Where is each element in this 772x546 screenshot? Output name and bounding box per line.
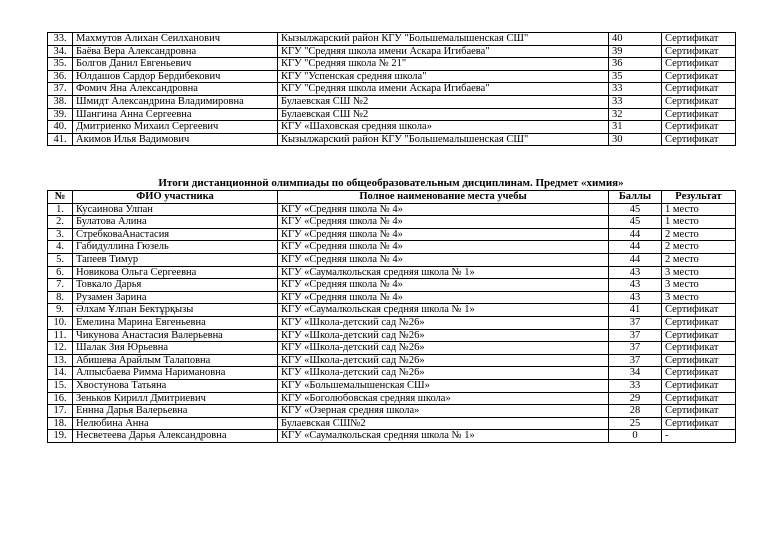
table-row xyxy=(48,367,736,380)
school-name-cell: Булаевская СШ №2 xyxy=(278,95,609,108)
row-number-cell: 19. xyxy=(48,430,73,443)
score-cell: 33 xyxy=(609,95,662,108)
result-cell: Сертификат xyxy=(662,95,736,108)
participant-name-cell: Зеньков Кирилл Дмитриевич xyxy=(73,392,278,405)
row-number-cell: 12. xyxy=(48,342,73,355)
row-number-cell: 18. xyxy=(48,417,73,430)
score-cell: 31 xyxy=(609,121,662,134)
school-name-cell: Кызылжарский район КГУ "Большемалышенская СШ" xyxy=(278,133,609,146)
school-name-cell: КГУ «Большемалышенская СШ» xyxy=(278,379,609,392)
participant-name-cell: Товкало Дарья xyxy=(73,279,278,292)
table-row xyxy=(48,279,736,292)
participant-name-cell: Кусаинова Улпан xyxy=(73,203,278,216)
result-cell: 1 место xyxy=(662,216,736,229)
table-row xyxy=(48,253,736,266)
school-name-cell: КГУ «Средняя школа № 4» xyxy=(278,228,609,241)
table-row xyxy=(48,329,736,342)
participant-name-cell: Фомич Яна Александровна xyxy=(73,83,278,96)
result-cell: Сертификат xyxy=(662,342,736,355)
result-cell: Сертификат xyxy=(662,133,736,146)
score-cell: 43 xyxy=(609,266,662,279)
participant-name-cell: Дмитриенко Михаил Сергеевич xyxy=(73,121,278,134)
row-number-cell: 3. xyxy=(48,228,73,241)
results-table-continued xyxy=(47,32,736,146)
table-row xyxy=(48,216,736,229)
header-school-name: Полное наименование места учебы xyxy=(278,191,609,204)
score-cell: 35 xyxy=(609,70,662,83)
school-name-cell: Кызылжарский район КГУ "Большемалышенская СШ" xyxy=(278,33,609,46)
row-number-cell: 14. xyxy=(48,367,73,380)
result-cell: Сертификат xyxy=(662,83,736,96)
school-name-cell: Булаевская СШ №2 xyxy=(278,108,609,121)
row-number-cell: 7. xyxy=(48,279,73,292)
score-cell: 37 xyxy=(609,316,662,329)
result-cell: 2 место xyxy=(662,241,736,254)
table-row xyxy=(48,228,736,241)
school-name-cell: КГУ «Озерная средняя школа» xyxy=(278,405,609,418)
table-row xyxy=(48,45,736,58)
participant-name-cell: Шангина Анна Сергеевна xyxy=(73,108,278,121)
school-name-cell: КГУ «Школа-детский сад №26» xyxy=(278,354,609,367)
score-cell: 43 xyxy=(609,279,662,292)
row-number-cell: 34. xyxy=(48,45,73,58)
result-cell: Сертификат xyxy=(662,33,736,46)
school-name-cell: КГУ "Успенская средняя школа" xyxy=(278,70,609,83)
result-cell: Сертификат xyxy=(662,392,736,405)
result-cell: 1 место xyxy=(662,203,736,216)
score-cell: 44 xyxy=(609,241,662,254)
score-cell: 34 xyxy=(609,367,662,380)
table-row xyxy=(48,291,736,304)
result-cell: Сертификат xyxy=(662,367,736,380)
row-number-cell: 6. xyxy=(48,266,73,279)
row-number-cell: 40. xyxy=(48,121,73,134)
participant-name-cell: Шмидт Александрина Владимировна xyxy=(73,95,278,108)
row-number-cell: 15. xyxy=(48,379,73,392)
score-cell: 25 xyxy=(609,417,662,430)
row-number-cell: 10. xyxy=(48,316,73,329)
table-row xyxy=(48,392,736,405)
table-header-row xyxy=(48,191,736,204)
participant-name-cell: Баёва Вера Александровна xyxy=(73,45,278,58)
result-cell: Сертификат xyxy=(662,304,736,317)
results-table-continued-body xyxy=(48,33,736,146)
school-name-cell: КГУ «Средняя школа № 4» xyxy=(278,203,609,216)
score-cell: 40 xyxy=(609,33,662,46)
result-cell: Сертификат xyxy=(662,58,736,71)
score-cell: 37 xyxy=(609,342,662,355)
score-cell: 33 xyxy=(609,83,662,96)
table-row xyxy=(48,83,736,96)
participant-name-cell: Емелина Марина Евгеньевна xyxy=(73,316,278,329)
school-name-cell: Булаевская СШ№2 xyxy=(278,417,609,430)
participant-name-cell: Габидуллина Гюзель xyxy=(73,241,278,254)
participant-name-cell: СтребковаАнастасия xyxy=(73,228,278,241)
result-cell: Сертификат xyxy=(662,417,736,430)
score-cell: 0 xyxy=(609,430,662,443)
school-name-cell: КГУ «Средняя школа № 4» xyxy=(278,216,609,229)
row-number-cell: 16. xyxy=(48,392,73,405)
school-name-cell: КГУ «Саумалкольская средняя школа № 1» xyxy=(278,266,609,279)
score-cell: 45 xyxy=(609,216,662,229)
school-name-cell: КГУ "Средняя школа имени Аскара Игибаева" xyxy=(278,45,609,58)
school-name-cell: КГУ «Саумалкольская средняя школа № 1» xyxy=(278,430,609,443)
school-name-cell: КГУ «Средняя школа № 4» xyxy=(278,253,609,266)
participant-name-cell: Әлхам Ұлпан Бектұрқызы xyxy=(73,304,278,317)
score-cell: 37 xyxy=(609,329,662,342)
participant-name-cell: Булатова Алина xyxy=(73,216,278,229)
school-name-cell: КГУ «Школа-детский сад №26» xyxy=(278,342,609,355)
participant-name-cell: Шалак Зия Юрьевна xyxy=(73,342,278,355)
row-number-cell: 5. xyxy=(48,253,73,266)
result-cell: Сертификат xyxy=(662,45,736,58)
table-row xyxy=(48,354,736,367)
table-row xyxy=(48,70,736,83)
header-result: Результат xyxy=(662,191,736,204)
row-number-cell: 13. xyxy=(48,354,73,367)
participant-name-cell: Новикова Ольга Сергеевна xyxy=(73,266,278,279)
result-cell: 3 место xyxy=(662,266,736,279)
participant-name-cell: Несветеева Дарья Александровна xyxy=(73,430,278,443)
result-cell: Сертификат xyxy=(662,121,736,134)
result-cell: 3 место xyxy=(662,279,736,292)
score-cell: 41 xyxy=(609,304,662,317)
score-cell: 45 xyxy=(609,203,662,216)
participant-name-cell: Акимов Илья Вадимович xyxy=(73,133,278,146)
school-name-cell: КГУ «Школа-детский сад №26» xyxy=(278,329,609,342)
result-cell: 2 место xyxy=(662,253,736,266)
participant-name-cell: Нелюбина Анна xyxy=(73,417,278,430)
row-number-cell: 41. xyxy=(48,133,73,146)
result-cell: Сертификат xyxy=(662,108,736,121)
school-name-cell: КГУ "Средняя школа имени Аскара Игибаева" xyxy=(278,83,609,96)
table-row xyxy=(48,417,736,430)
participant-name-cell: Юлдашов Сардор Бердибекович xyxy=(73,70,278,83)
table-row xyxy=(48,58,736,71)
table-row xyxy=(48,342,736,355)
school-name-cell: КГУ «Шаховская средняя школа» xyxy=(278,121,609,134)
school-name-cell: КГУ «Школа-детский сад №26» xyxy=(278,316,609,329)
participant-name-cell: Рузамен Зарина xyxy=(73,291,278,304)
chemistry-results-table xyxy=(47,190,736,443)
header-number: № xyxy=(48,191,73,204)
table-row xyxy=(48,203,736,216)
score-cell: 30 xyxy=(609,133,662,146)
score-cell: 43 xyxy=(609,291,662,304)
table-row xyxy=(48,304,736,317)
school-name-cell: КГУ "Средняя школа № 21" xyxy=(278,58,609,71)
row-number-cell: 33. xyxy=(48,33,73,46)
result-cell: Сертификат xyxy=(662,329,736,342)
row-number-cell: 37. xyxy=(48,83,73,96)
participant-name-cell: Чикунова Анастасия Валерьевна xyxy=(73,329,278,342)
school-name-cell: КГУ «Средняя школа № 4» xyxy=(278,291,609,304)
score-cell: 33 xyxy=(609,379,662,392)
result-cell: Сертификат xyxy=(662,70,736,83)
row-number-cell: 36. xyxy=(48,70,73,83)
table-row xyxy=(48,379,736,392)
participant-name-cell: Махмутов Алихан Сеилханович xyxy=(73,33,278,46)
row-number-cell: 39. xyxy=(48,108,73,121)
chemistry-results-table-body xyxy=(48,203,736,442)
score-cell: 37 xyxy=(609,354,662,367)
table-row xyxy=(48,95,736,108)
table-row xyxy=(48,266,736,279)
score-cell: 29 xyxy=(609,392,662,405)
table-row xyxy=(48,405,736,418)
header-score: Баллы xyxy=(609,191,662,204)
result-cell: Сертификат xyxy=(662,379,736,392)
header-participant-name: ФИО участника xyxy=(73,191,278,204)
table-row xyxy=(48,241,736,254)
row-number-cell: 4. xyxy=(48,241,73,254)
row-number-cell: 38. xyxy=(48,95,73,108)
result-cell: Сертификат xyxy=(662,354,736,367)
row-number-cell: 8. xyxy=(48,291,73,304)
score-cell: 36 xyxy=(609,58,662,71)
table-row xyxy=(48,316,736,329)
table-row xyxy=(48,108,736,121)
participant-name-cell: Тапеев Тимур xyxy=(73,253,278,266)
row-number-cell: 2. xyxy=(48,216,73,229)
result-cell: - xyxy=(662,430,736,443)
row-number-cell: 35. xyxy=(48,58,73,71)
participant-name-cell: Алпысбаева Римма Наримановна xyxy=(73,367,278,380)
school-name-cell: КГУ «Средняя школа № 4» xyxy=(278,279,609,292)
school-name-cell: КГУ «Саумалкольская средняя школа № 1» xyxy=(278,304,609,317)
score-cell: 32 xyxy=(609,108,662,121)
row-number-cell: 17. xyxy=(48,405,73,418)
result-cell: Сертификат xyxy=(662,316,736,329)
school-name-cell: КГУ «Школа-детский сад №26» xyxy=(278,367,609,380)
score-cell: 44 xyxy=(609,228,662,241)
score-cell: 28 xyxy=(609,405,662,418)
school-name-cell: КГУ «Средняя школа № 4» xyxy=(278,241,609,254)
participant-name-cell: Еннна Дарья Валерьевна xyxy=(73,405,278,418)
score-cell: 39 xyxy=(609,45,662,58)
result-cell: Сертификат xyxy=(662,405,736,418)
participant-name-cell: Хвостунова Татьяна xyxy=(73,379,278,392)
score-cell: 44 xyxy=(609,253,662,266)
chemistry-results-title: Итоги дистанционной олимпиады по общеобразовательным дисциплинам. Предмет «химия» xyxy=(158,177,624,189)
participant-name-cell: Абишева Арайлым Талаповна xyxy=(73,354,278,367)
table-row xyxy=(48,33,736,46)
row-number-cell: 1. xyxy=(48,203,73,216)
row-number-cell: 9. xyxy=(48,304,73,317)
result-cell: 2 место xyxy=(662,228,736,241)
row-number-cell: 11. xyxy=(48,329,73,342)
participant-name-cell: Болгов Данил Евгеньевич xyxy=(73,58,278,71)
school-name-cell: КГУ «Боголюбовская средняя школа» xyxy=(278,392,609,405)
table-row xyxy=(48,121,736,134)
result-cell: 3 место xyxy=(662,291,736,304)
table-row xyxy=(48,133,736,146)
table-row xyxy=(48,430,736,443)
